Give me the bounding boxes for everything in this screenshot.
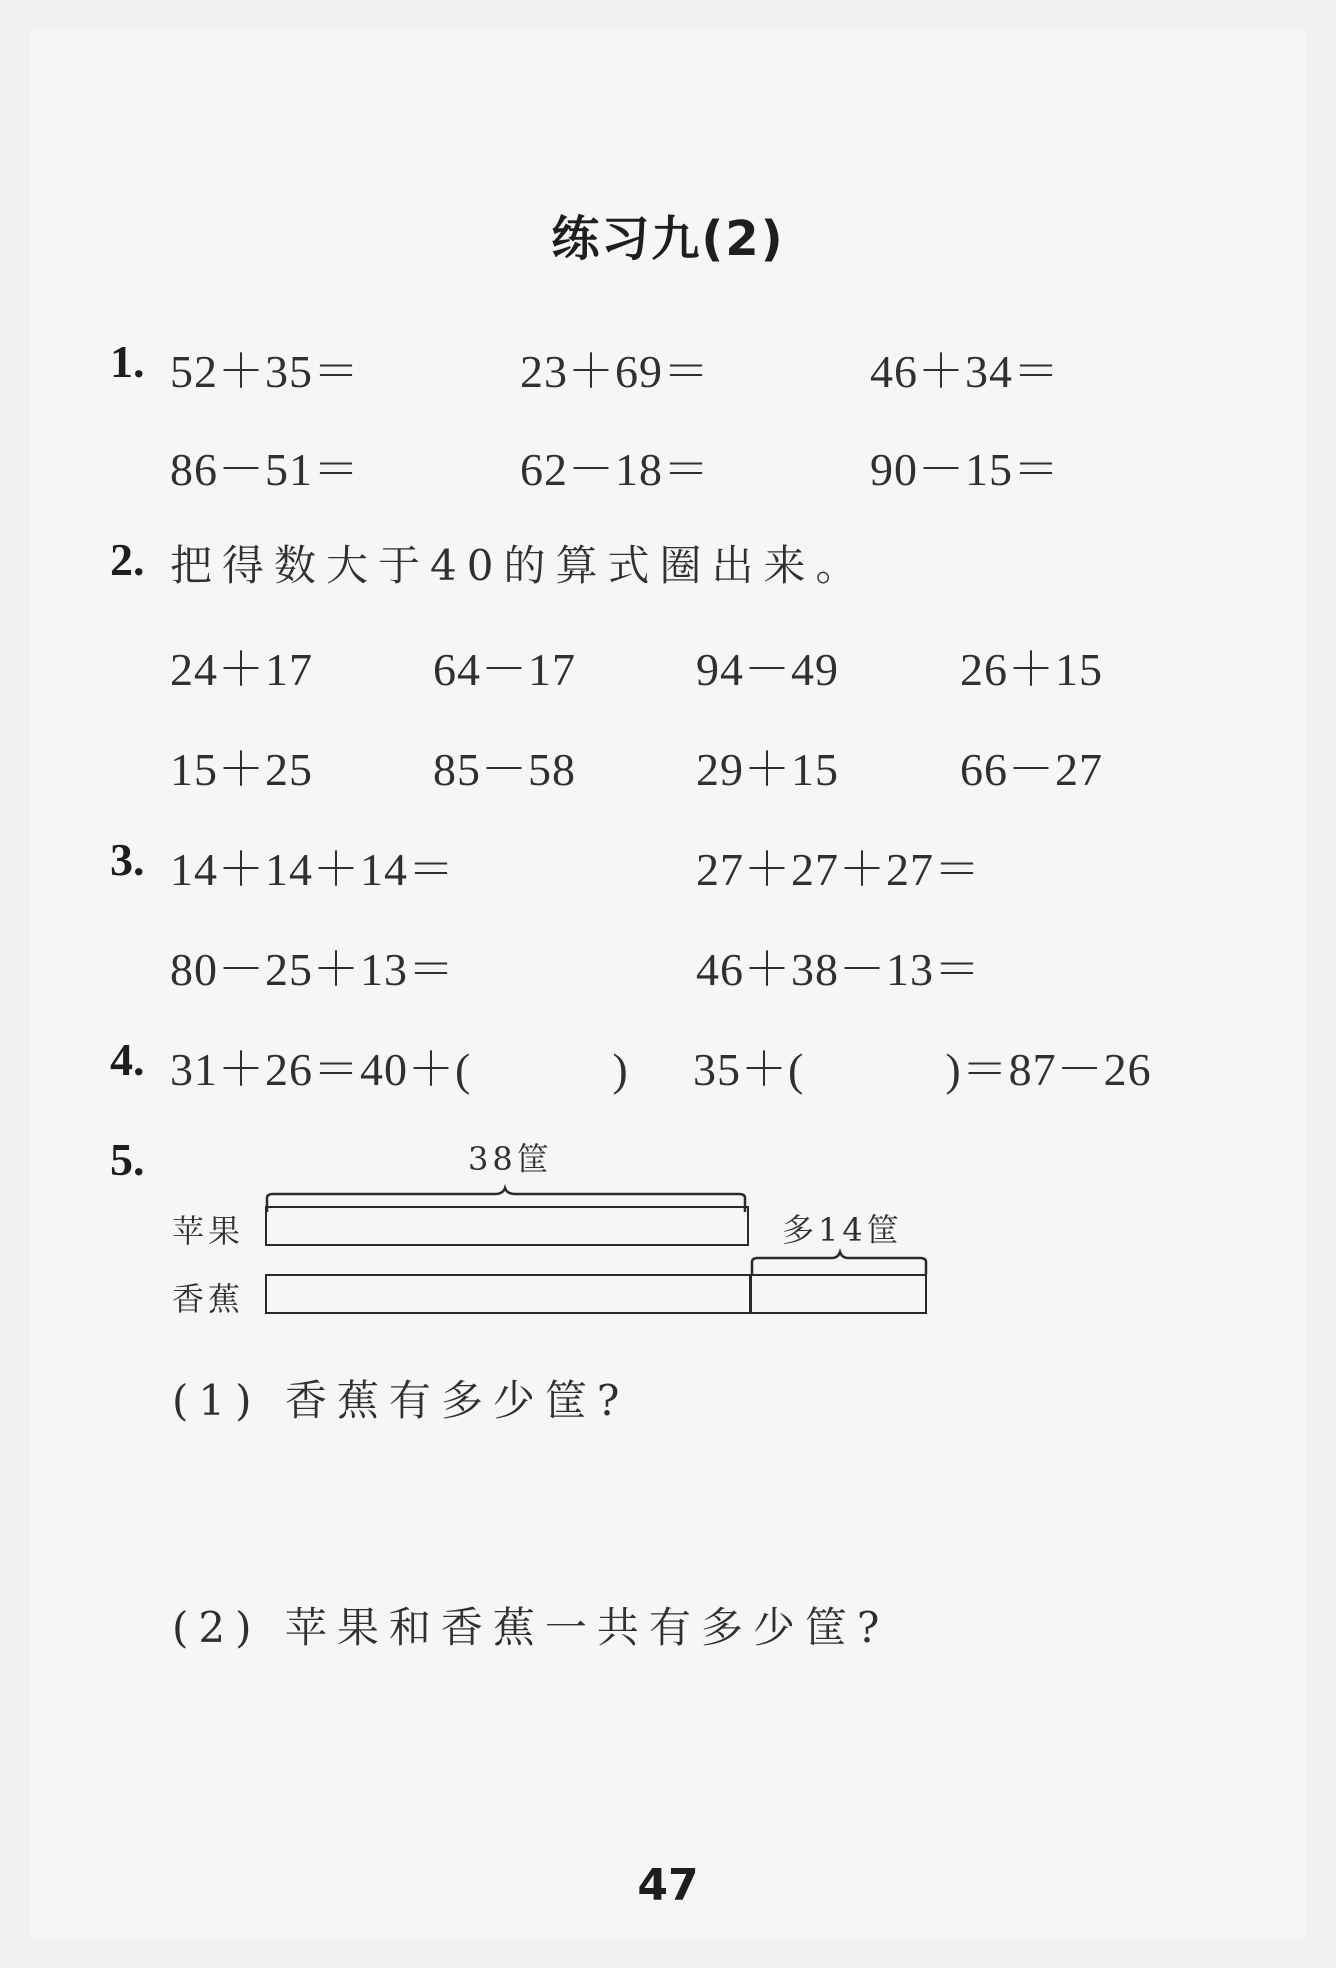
q1-expression: 90－15＝ xyxy=(870,444,1060,495)
total-label: 38筐 xyxy=(468,1140,553,1178)
q3-expression: 27＋27＋27＝ xyxy=(696,844,981,895)
banana-bar-main xyxy=(265,1274,752,1314)
question-2-number: 2. xyxy=(110,534,145,585)
q3-expression: 46＋38－13＝ xyxy=(696,944,981,995)
q5-subquestion-2: (2) 苹果和香蕉一共有多少筐? xyxy=(172,1603,890,1652)
q2-expression: 85－58 xyxy=(433,744,576,795)
q1-expression: 86－51＝ xyxy=(170,444,360,495)
question-3-number: 3. xyxy=(110,834,145,885)
q2-expression: 24＋17 xyxy=(170,644,313,695)
q2-expression: 26＋15 xyxy=(960,644,1103,695)
q2-expression: 15＋25 xyxy=(170,744,313,795)
more-label: 多14筐 xyxy=(782,1211,903,1249)
q4-left-equation: 31＋26＝40＋( ) xyxy=(170,1044,629,1095)
banana-label: 香蕉 xyxy=(172,1280,245,1318)
q2-expression: 64－17 xyxy=(433,644,576,695)
question-2-instruction: 把得数大于40的算式圈出来。 xyxy=(170,541,868,590)
question-5-number: 5. xyxy=(110,1134,145,1185)
q2-expression: 29＋15 xyxy=(696,744,839,795)
page-title: 练习九(2) xyxy=(551,211,785,267)
q5-subquestion-1: (1) 香蕉有多少筐? xyxy=(172,1376,630,1425)
q2-expression: 94－49 xyxy=(696,644,839,695)
banana-bar-extra xyxy=(749,1274,927,1314)
q1-expression: 23＋69＝ xyxy=(520,346,710,397)
question-4-number: 4. xyxy=(110,1034,145,1085)
q1-expression: 62－18＝ xyxy=(520,444,710,495)
question-1-number: 1. xyxy=(110,336,145,387)
q4-right-equation: 35＋( )＝87－26 xyxy=(693,1044,1152,1095)
apple-label: 苹果 xyxy=(172,1212,245,1250)
q2-expression: 66－27 xyxy=(960,744,1103,795)
page-number: 47 xyxy=(637,1860,699,1911)
more-brace xyxy=(750,1250,930,1276)
apple-bar xyxy=(265,1206,749,1246)
q1-expression: 46＋34＝ xyxy=(870,346,1060,397)
q3-expression: 80－25＋13＝ xyxy=(170,944,455,995)
q1-expression: 52＋35＝ xyxy=(170,346,360,397)
q3-expression: 14＋14＋14＝ xyxy=(170,844,455,895)
